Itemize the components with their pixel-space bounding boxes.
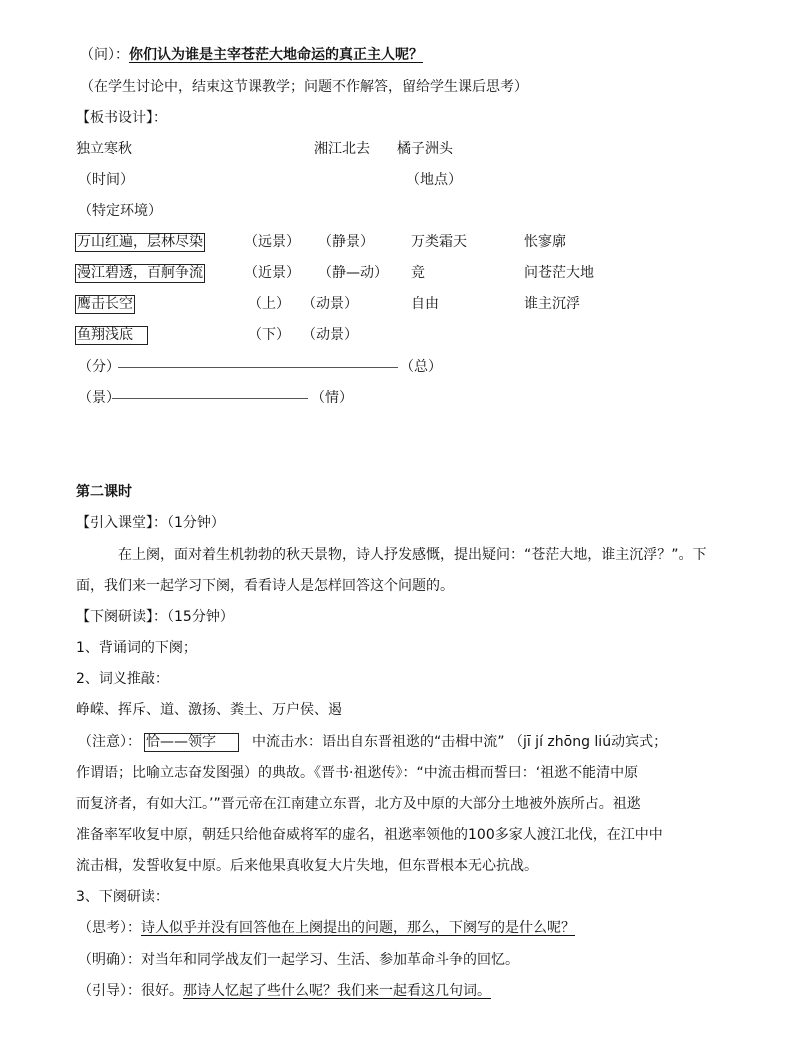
row4-scene: （动景） [302, 327, 358, 343]
fen-zong-line [118, 367, 398, 368]
intro-heading: 【引入课堂】：（1分钟） [76, 515, 225, 531]
jing-qing-line [112, 398, 308, 399]
board-row [75, 263, 205, 283]
row1-pos: （远景） [244, 234, 300, 250]
qing-label: （情） [311, 390, 353, 406]
row2-pos: （近景） [244, 265, 300, 281]
item-1: 1、背诵词的下阕； [76, 640, 197, 656]
guide-line [78, 981, 491, 1001]
board-title-1: 独立寒秋 [76, 141, 132, 157]
board-row [75, 232, 205, 252]
intro-line-1: 在上阕，面对着生机勃勃的秋天景物，诗人抒发感慨，提出疑问：“苍茫大地，谁主沉浮？”。下 [118, 547, 707, 563]
think-line [78, 918, 575, 938]
note-text-1: 中流击水：语出自东晋祖逖的“击楫中流” （jī jí zhōng liú动宾式； [252, 734, 668, 750]
lesson2-title: 第二课时 [76, 484, 132, 500]
time-label: （时间） [78, 172, 134, 188]
row4-pos: （下） [248, 327, 290, 343]
note-text-3: 而复济者，有如大江。’”晋元帝在江南建立东晋，北方及中原的大部分土地被外族所占。祖逖 [76, 796, 641, 812]
env-label: （特定环境） [78, 203, 162, 219]
zong-label: （总） [400, 359, 442, 375]
item-3: 3、下阕研读： [76, 889, 169, 905]
note-text-2: 作谓语；比喻立志奋发图强）的典故。《晋书·祖逖传》：“中流击楫而誓曰：‘祖逖不能清中原 [76, 765, 639, 781]
item-2: 2、词义推敲： [76, 671, 169, 687]
think-tag: （思考）： [78, 920, 141, 936]
board-title-2: 湘江北去 [314, 141, 370, 157]
guide-text: 那诗人忆起了些什么呢？我们来一起看这几句词。 [183, 983, 491, 999]
row2-scene: （静—动） [318, 265, 388, 281]
closing-question: 你们认为谁是主宰苍茫大地命运的真正主人呢？ [129, 47, 423, 63]
place-label: （地点） [406, 172, 462, 188]
question-tag: （问）： [80, 47, 129, 63]
board-title-3: 橘子洲头 [397, 141, 453, 157]
guide-pre: 很好。 [141, 983, 183, 999]
word-list: 峥嵘、挥斥、道、激扬、粪土、万户侯、遏 [76, 702, 342, 718]
row2-c3: 竞 [411, 265, 425, 281]
board-row [75, 325, 148, 345]
row3-c3: 自由 [411, 296, 439, 312]
note-tag: （注意）： [78, 734, 141, 750]
row1-scene: （静景） [318, 234, 374, 250]
board-heading: 【板书设计】： [76, 110, 167, 126]
row3-pos: （上） [248, 296, 290, 312]
row3-scene: （动景） [302, 296, 358, 312]
jing-label: （景） [78, 390, 120, 406]
row2-c4: 问苍茫大地 [524, 265, 594, 281]
board-box-4: 鱼翔浅底 [75, 326, 148, 345]
clear-tag: （明确）： [78, 952, 141, 968]
note-box-wrap [144, 732, 239, 752]
think-text: 诗人似乎并没有回答他在上阕提出的问题，那么，下阕写的是什么呢？ [141, 920, 575, 936]
study-heading: 【下阕研读】：（15分钟） [76, 609, 234, 625]
board-box-2: 漫江碧透，百舸争流 [77, 265, 203, 281]
note-text-5: 流击楫，发誓收复中原。后来他果真收复大片失地，但东晋根本无心抗战。 [76, 858, 538, 874]
row3-c4: 谁主沉浮 [524, 296, 580, 312]
row1-c4: 怅寥廓 [524, 234, 566, 250]
clear-text: 对当年和同学战友们一起学习、生活、参加革命斗争的回忆。 [141, 952, 519, 968]
board-box-1: 万山红遍，层林尽染 [77, 234, 203, 250]
row1-c3: 万类霜天 [411, 234, 467, 250]
note-box: 恰——领字 [144, 733, 239, 752]
board-box-3: 鹰击长空 [77, 296, 133, 312]
question-line [80, 45, 423, 65]
intro-line-2: 面，我们来一起学习下阕，看看诗人是怎样回答这个问题的。 [76, 578, 454, 594]
note-text-4: 准备率军收复中原，朝廷只给他奋威将军的虚名，祖逖率领他的100多家人渡江北伐，在江中中 [76, 827, 663, 843]
clear-line [78, 950, 519, 970]
board-row [75, 294, 135, 314]
guide-tag: （引导）： [78, 983, 141, 999]
closing-note: （在学生讨论中，结束这节课教学；问题不作解答，留给学生课后思考） [80, 79, 528, 95]
fen-label: （分） [78, 359, 120, 375]
